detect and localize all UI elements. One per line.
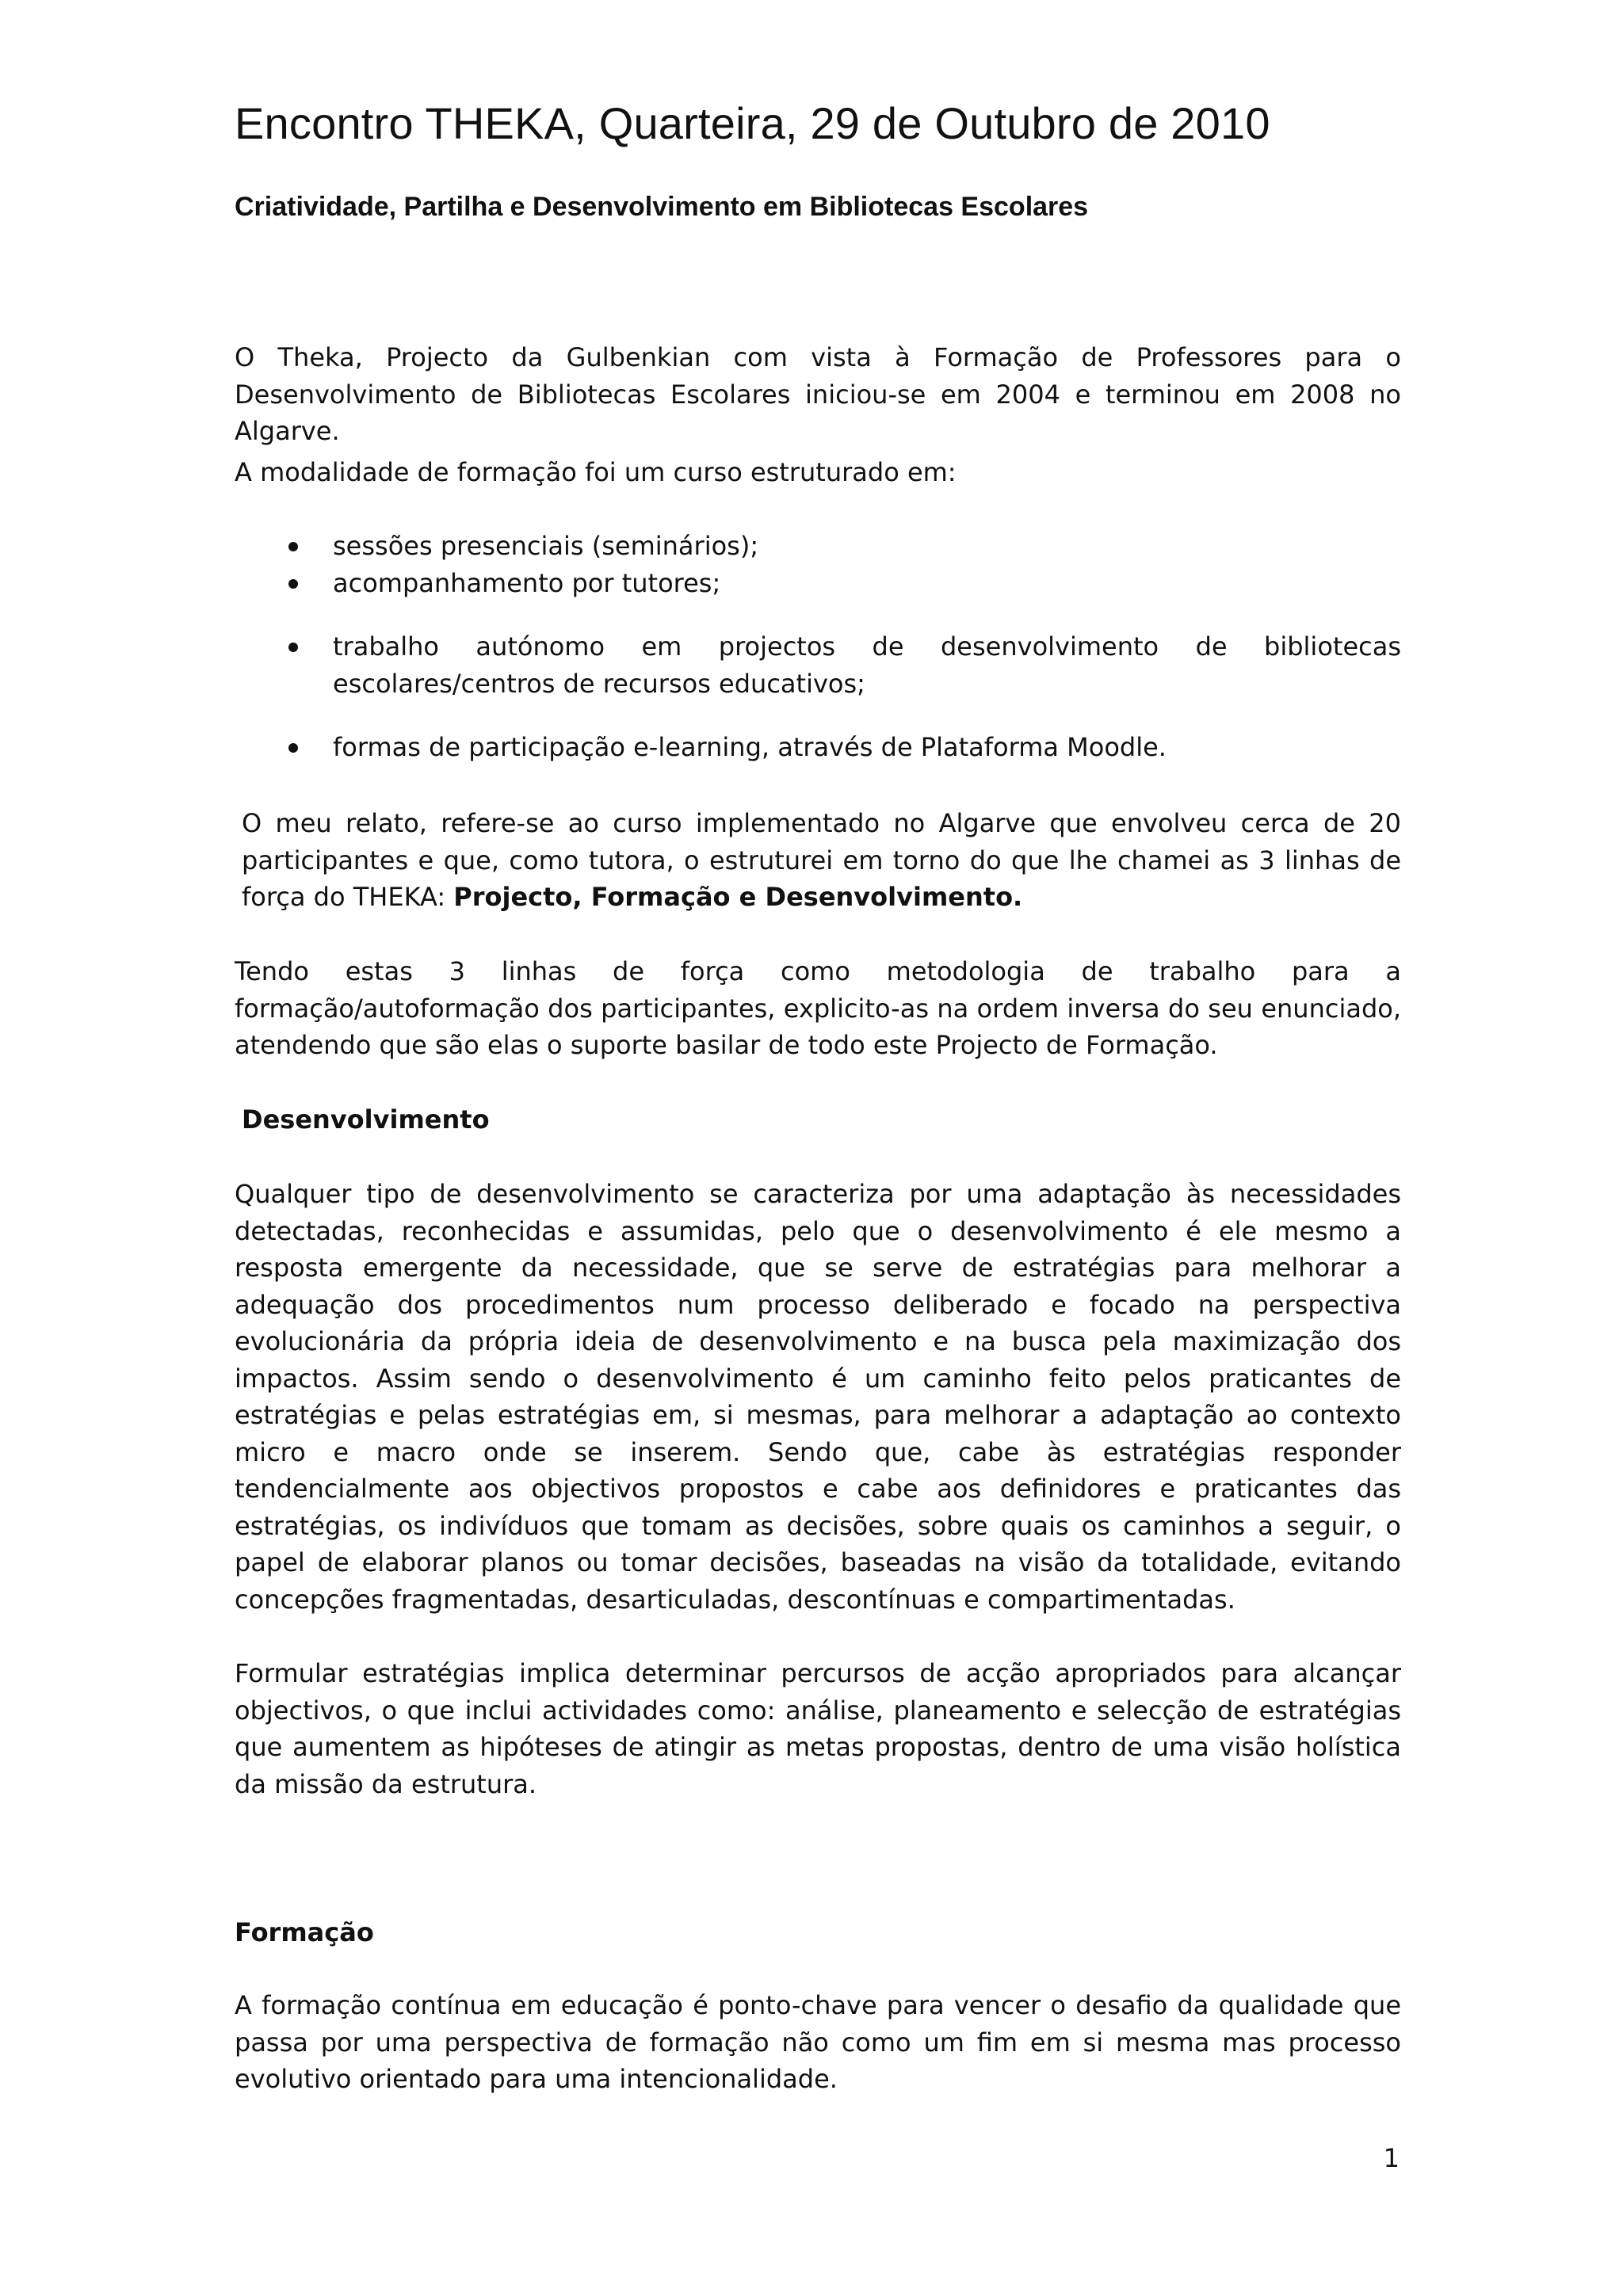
bullet-text: formas de participação e-learning, através de Plataforma Moodle. (333, 732, 1167, 762)
development-paragraph-1: Qualquer tipo de desenvolvimento se caracteriza por uma adaptação às necessidades detectadas, reconhecidas e assumidas, pelo que o desenvolvimento é ele mesmo a resposta emergente da necessidade, que se serve de estratégias para melhorar a adequação dos procedimentos num processo deliberado e focado na perspectiva evolucionária da própria ideia de desenvolvimento e na busca pela maximização dos impactos. Assim sendo o desenvolvimento é um caminho feito pelos praticantes de estratégias e pelas estratégias em, si mesmas, para melhorar a adaptação ao contexto micro e macro onde se inserem. Sendo que, cabe às estratégias responder tendencialmente aos objectivos propostos e cabe aos definidores e praticantes das estratégias, os indivíduos que tomam as decisões, sobre quais os caminhos a seguir, o papel de elaborar planos ou tomar decisões, baseadas na visão da totalidade, evitando concepções fragmentadas, desarticuladas, descontínuas e compartimentadas. (235, 1179, 1401, 1615)
bullet-dot-icon (288, 743, 298, 753)
document-title: Encontro THEKA, Quarteira, 29 de Outubro de 2010 (235, 98, 1270, 148)
bullet-item (235, 565, 1401, 602)
report-paragraph-bold: Projecto, Formação e Desenvolvimento. (453, 882, 1023, 912)
modality-intro-paragraph: A modalidade de formação foi um curso estruturado em: (235, 457, 957, 487)
bullet-item (235, 729, 1401, 766)
bullet-item (235, 628, 1401, 702)
document-subtitle: Criatividade, Partilha e Desenvolvimento em Bibliotecas Escolares (235, 192, 1089, 222)
bullet-dot-icon (288, 542, 298, 551)
training-paragraph: A formação contínua em educação é ponto-chave para vencer o desafio da qualidade que passa por uma perspectiva de formação não como um fim em si mesma mas processo evolutivo orientado para uma intencionalidade. (235, 1990, 1401, 2094)
method-paragraph: Tendo estas 3 linhas de força como metodologia de trabalho para a formação/autoformação dos participantes, explicito-as na ordem inversa do seu enunciado, atendendo que são elas o suporte basilar de todo este Projecto de Formação. (235, 956, 1401, 1060)
intro-paragraph: O Theka, Projecto da Gulbenkian com vista à Formação de Professores para o Desenvolvimento de Bibliotecas Escolares iniciou-se em 2004 e terminou em 2008 no Algarve. (235, 342, 1401, 446)
bullet-dot-icon (288, 643, 298, 652)
bullet-dot-icon (288, 579, 298, 589)
report-paragraph (235, 805, 1401, 916)
modality-bullet-list (235, 528, 1401, 766)
bullet-text: acompanhamento por tutores; (333, 567, 721, 598)
report-paragraph-text: O meu relato, refere-se ao curso implementado no Algarve que envolveu cerca de 20 participantes e que, como tutora, o estruturei em torno do que lhe chamei as 3 linhas de força do THEKA: (242, 808, 1401, 912)
development-paragraph-2: Formular estratégias implica determinar percursos de acção apropriados para alcançar objectivos, o que inclui actividades como: análise, planeamento e selecção de estratégias que aumentem as hipóteses de atingir as metas propostas, dentro de uma visão holística da missão da estrutura. (235, 1658, 1401, 1799)
heading-training: Formação (235, 1917, 374, 1947)
page-number: 1 (1383, 2143, 1400, 2173)
bullet-text: sessões presenciais (seminários); (333, 531, 759, 561)
heading-development: Desenvolvimento (242, 1104, 490, 1135)
bullet-text: trabalho autónomo em projectos de desenvolvimento de bibliotecas escolares/centros de recursos educativos; (333, 631, 1401, 699)
bullet-item (235, 528, 1401, 565)
